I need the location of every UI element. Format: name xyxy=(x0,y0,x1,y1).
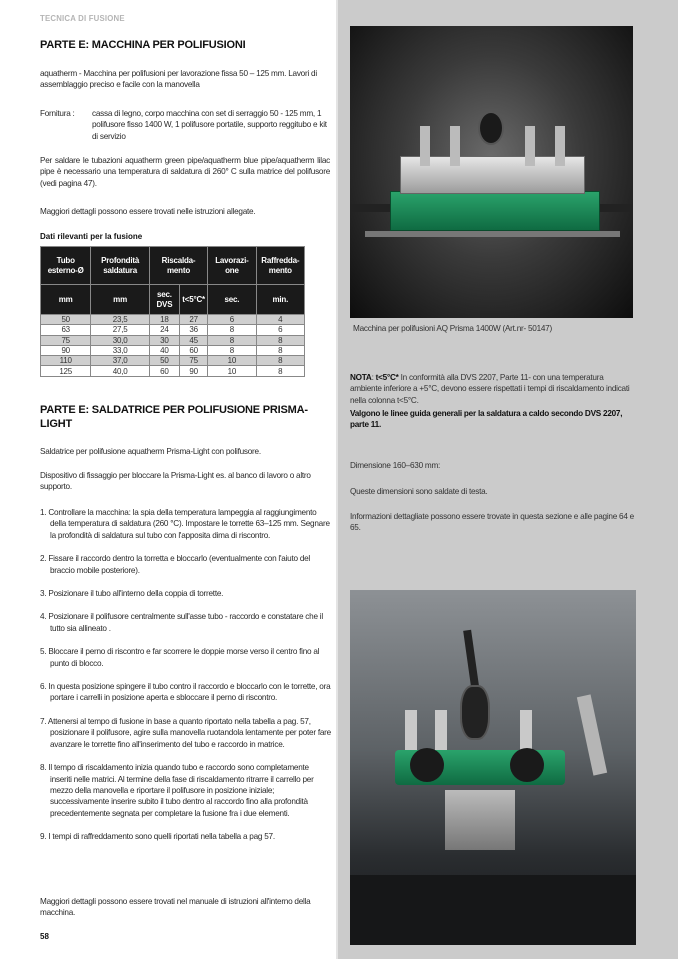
table-cell: 24 xyxy=(149,325,179,335)
table-cell: 27,5 xyxy=(91,325,149,335)
fornitura-label: Fornitura : xyxy=(40,109,75,118)
table-row xyxy=(41,325,305,335)
dimension: Dimensione 160–630 mm: xyxy=(350,461,441,470)
table-row xyxy=(41,335,305,345)
table-cell: 8 xyxy=(208,325,256,335)
fornitura xyxy=(40,108,330,142)
unit: mm xyxy=(91,285,149,315)
table-row xyxy=(41,366,305,376)
step-item: 9. I tempi di raffreddamento sono quelli riportati nella tabella a pag 57. xyxy=(40,832,275,842)
table-cell: 40,0 xyxy=(91,366,149,376)
nota: NOTA: t<5°C* In conformità alla DVS 2207, Parte 11- con una temperatura ambiente inferiore a +5°C, devono essere rispettati i tempi di riscaldamento indicati nella colonna t<5°C. xyxy=(350,373,630,405)
step-item: 3. Posizionare il tubo all'interno della coppia di torrette. xyxy=(40,589,224,599)
table-cell: 8 xyxy=(256,345,304,355)
nota-label: NOTA xyxy=(350,373,372,382)
part2-p1: Saldatrice per polifusione aquatherm Prisma-Light con polifusore. xyxy=(40,447,261,456)
table-cell: 60 xyxy=(180,345,208,355)
table-cell: 40 xyxy=(149,345,179,355)
part2-title: PARTE E: SALDATRICE PER POLIFUSIONE PRISMA-LIGHT xyxy=(40,404,308,430)
nota-text: In conformità alla DVS 2207, Parte 11- con una temperatura ambiente inferiore a +5°C, devono essere rispettati i tempi di riscaldamento indicati nella colonna t<5°C. xyxy=(350,373,630,405)
table-cell: 75 xyxy=(41,335,91,345)
th-tubo: Tubo esterno-Ø xyxy=(41,247,91,285)
part2-closing: Maggiori dettagli possono essere trovati nel manuale di istruzioni all'interno della macchina. xyxy=(40,897,311,918)
info-text: Informazioni dettagliate possono essere trovate in questa sezione e alle pagine 64 e 65. xyxy=(350,512,634,533)
machine-photo-prisma-light xyxy=(350,590,636,945)
table-cell: 23,5 xyxy=(91,315,149,325)
fornitura-text: cassa di legno, corpo macchina con set di serraggio 50 - 125 mm, 1 polifusore fisso 1400 W, 1 polifusore portatile, supporto reggitubo e kit di servizio xyxy=(92,109,327,141)
unit: mm xyxy=(41,285,91,315)
unit: t<5°C* xyxy=(180,285,208,315)
table-cell: 8 xyxy=(256,335,304,345)
photo1-caption: Macchina per polifusioni AQ Prisma 1400W (Art.nr- 50147) xyxy=(353,324,552,333)
page-number: 58 xyxy=(40,932,49,941)
th-profondita: Profondità saldatura xyxy=(91,247,149,285)
table-row xyxy=(41,315,305,325)
table-cell: 33,0 xyxy=(91,345,149,355)
step-item: 2. Fissare il raccordo dentro la torretta e bloccarlo (eventualmente con l'aiuto del braccio mobile posteriore). xyxy=(40,554,311,575)
step-item: 4. Posizionare il polifusore centralmente sull'asse tubo - raccordo e constatare che il tutto sia allineato . xyxy=(40,612,323,633)
step-item: 1. Controllare la macchina: la spia della temperatura lampeggia al raggiungimento della temperatura di saldatura (260 °C). Impostare le torrette 63–125 mm. Segnare la profondità di saldatura sul tubo con l'apposita dima di riscontro. xyxy=(40,508,330,540)
dimension-note: Queste dimensioni sono saldate di testa. xyxy=(350,487,488,496)
table-cell: 50 xyxy=(41,315,91,325)
table-cell: 6 xyxy=(208,315,256,325)
nota-bold: Valgono le linee guida generali per la saldatura a caldo secondo DVS 2207, parte 11. xyxy=(350,409,623,430)
section-label: TECNICA DI FUSIONE xyxy=(40,14,125,23)
table-cell: 75 xyxy=(180,356,208,366)
unit: sec. DVS xyxy=(149,285,179,315)
part1-para2: Per saldare le tubazioni aquatherm green pipe/aquatherm blue pipe/aquatherm lilac pipe è necessario una temperatura di saldatura di 260° C sulla matrice del polifusore (vedi pagina 47). xyxy=(40,156,330,188)
part1-intro: aquatherm - Macchina per polifusioni per lavorazione fissa 50 – 125 mm. Lavori di assemblaggio preciso e facile con la manovella xyxy=(40,69,317,90)
table-cell: 110 xyxy=(41,356,91,366)
table-cell: 30,0 xyxy=(91,335,149,345)
table-cell: 8 xyxy=(208,345,256,355)
table-row xyxy=(41,356,305,366)
th-riscaldamento: Riscalda-mento xyxy=(149,247,207,285)
table-cell: 27 xyxy=(180,315,208,325)
part1-para3: Maggiori dettagli possono essere trovati nelle istruzioni allegate. xyxy=(40,207,256,216)
table-cell: 50 xyxy=(149,356,179,366)
table-cell: 37,0 xyxy=(91,356,149,366)
step-item: 5. Bloccare il perno di riscontro e far scorrere le doppie morse verso il centro fino al punto di blocco. xyxy=(40,647,320,668)
table-cell: 45 xyxy=(180,335,208,345)
table-cell: 125 xyxy=(41,366,91,376)
unit: min. xyxy=(256,285,304,315)
table-cell: 90 xyxy=(180,366,208,376)
step-item: 8. Il tempo di riscaldamento inizia quando tubo e raccordo sono completamente inseriti nelle matrici. Al termine della fase di riscaldamento ritrarre il carrello per mezzo della manovella e riportare il polifusore in posizione iniziale; successivamente inserire subito il tubo dentro al raccordo fino alla profondità precedentemente segnata per completare la fusione fra i due elementi. xyxy=(40,763,314,818)
table-cell: 30 xyxy=(149,335,179,345)
table-cell: 63 xyxy=(41,325,91,335)
th-raffreddamento: Raffredda-mento xyxy=(256,247,304,285)
table-cell: 6 xyxy=(256,325,304,335)
step-item: 6. In questa posizione spingere il tubo contro il raccordo e bloccarlo con le torrette, ora portare i carrelli in posizione aperta e sbloccare il perno di riscontro. xyxy=(40,682,331,703)
table-cell: 18 xyxy=(149,315,179,325)
step-item: 7. Attenersi al tempo di fusione in base a quanto riportato nella tabella a pag. 57, posizionare il polifusore, agire sulla manovella ruotandola lentamente per poter fare avanzare le torrette fino all'inserimento del tubo e raccordo in matrice. xyxy=(40,716,331,749)
table-cell: 10 xyxy=(208,366,256,376)
steps-list xyxy=(40,507,332,855)
column-divider xyxy=(336,0,338,959)
table-cell: 36 xyxy=(180,325,208,335)
th-lavorazione: Lavorazi-one xyxy=(208,247,256,285)
table-cell: 8 xyxy=(256,356,304,366)
part1-title: PARTE E: MACCHINA PER POLIFUSIONI xyxy=(40,39,246,51)
table-title: Dati rilevanti per la fusione xyxy=(40,232,143,241)
table-cell: 8 xyxy=(208,335,256,345)
table-cell: 60 xyxy=(149,366,179,376)
table-row xyxy=(41,345,305,355)
table-cell: 10 xyxy=(208,356,256,366)
part2-p2: Dispositivo di fissaggio per bloccare la Prisma-Light es. al banco di lavoro o altro supporto. xyxy=(40,471,311,492)
unit: sec. xyxy=(208,285,256,315)
table-cell: 8 xyxy=(256,366,304,376)
fusion-data-table xyxy=(40,246,305,377)
table-cell: 4 xyxy=(256,315,304,325)
machine-photo-prisma-1400w xyxy=(350,26,633,318)
table-cell: 90 xyxy=(41,345,91,355)
nota-key: t<5°C* xyxy=(375,373,399,382)
